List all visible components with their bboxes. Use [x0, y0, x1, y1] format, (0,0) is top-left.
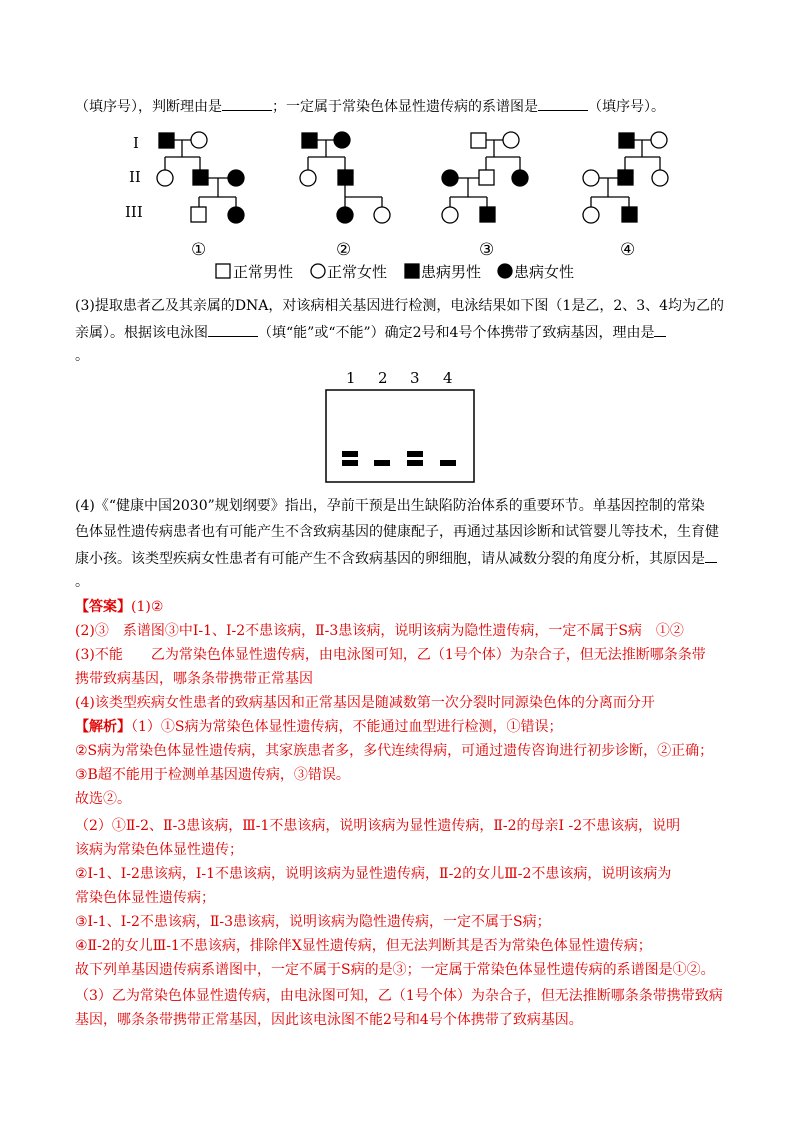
gel-lane-label-2: 2: [378, 369, 388, 387]
answer-1: (1)②: [131, 599, 164, 615]
analysis-p8: ④Ⅱ-2的女儿Ⅲ-1不患该病，排除伴X显性遗传病，但无法判断其是否为常染色体显性遗传病；: [75, 938, 652, 954]
q3-line1: (3)提取患者乙及其亲属的DNA，对该病相关基因进行检测，电泳结果如下图（1是乙，2、3、4均为乙的: [75, 298, 725, 314]
analysis-p6b: 常染色体显性遗传病；: [75, 890, 215, 906]
legend-affected-female: 患病女性: [514, 263, 575, 281]
answer-2: (2)③ 系谱图③中Ⅰ-1、Ⅰ-2不患该病，Ⅱ-3患该病，说明该病为隐性遗传病，一定不属于S病 ①②: [75, 623, 684, 639]
q3-text: 亲属）。根据该电泳图: [75, 325, 208, 341]
generation-label-III: III: [125, 203, 143, 221]
answer-3b: 携带致病基因，哪条条带携带正常基因: [75, 671, 313, 687]
gel-lane-label-1: 1: [346, 369, 356, 387]
answer-line1: [75, 597, 163, 617]
generation-label-II: II: [129, 168, 141, 186]
analysis-p2: ②S病为常染色体显性遗传病，其家族患者多，多代连续得病，可通过遗传咨询进行初步诊断，②正确；: [75, 743, 714, 759]
gel-band: [440, 460, 456, 466]
legend-normal-male: 正常男性: [233, 263, 294, 281]
gel-box: [326, 390, 474, 482]
question-text: （填序号）。: [588, 99, 665, 115]
gel-band: [374, 460, 390, 466]
pedigree-number-1: ①: [191, 240, 207, 260]
answer-3a: (3)不能 乙为常染色体显性遗传病，由电泳图可知，乙（1号个体）为杂合子，但无法推断哪条条带: [75, 647, 706, 663]
pedigree-figure: [0, 115, 800, 290]
q4-text: 康小孩。该类型疾病女性患者有可能产生不含致病基因的卵细胞，请从减数分裂的角度分析，其原因是: [75, 551, 705, 567]
analysis-p5a: （2）①Ⅱ-2、Ⅱ-3患该病，Ⅲ-1不患该病，说明该病为显性遗传病，Ⅱ-2的母亲Ⅰ -2不患该病，说明: [75, 818, 681, 834]
analysis-p6a: ②Ⅰ-1、Ⅰ-2患该病，Ⅰ-1不患该病，说明该病为显性遗传病，Ⅱ-2的女儿Ⅲ-2不患该病，说明该病为: [75, 866, 672, 882]
question-line-top: [75, 96, 665, 117]
gel-lane-label-3: 3: [410, 369, 420, 387]
gel-lane-label-4: 4: [443, 369, 453, 387]
legend-affected-female-icon: [498, 264, 512, 278]
analysis-p3: ③B超不能用于检测单基因遗传病，③错误。: [75, 767, 350, 783]
answer-tag: 【答案】: [75, 599, 131, 615]
analysis-tag: 【解析】: [75, 719, 131, 735]
gel-band: [407, 451, 423, 457]
analysis-p10b: 基因，哪条条带携带正常基因，因此该电泳图不能2号和4号个体携带了致病基因。: [75, 1012, 583, 1028]
question-text: （填序号），判断理由是: [75, 99, 222, 115]
q3-line2: [75, 322, 666, 343]
legend-affected-male-icon: [405, 264, 419, 278]
gel-electrophoresis-figure: [0, 360, 800, 490]
q4-line4: 。: [75, 574, 89, 590]
pedigree-number-4: ④: [620, 240, 636, 260]
q3-line3: 。: [75, 348, 89, 364]
q4-line1: (4)《“健康中国2030”规划纲要》指出，孕前干预是出生缺陷防治体系的重要环节。单基因控制的常染: [75, 498, 705, 514]
analysis-p4: 故选②。: [75, 791, 131, 807]
q4-line2: 色体显性遗传病患者也有可能产生不含致病基因的健康配子，再通过基因诊断和试管婴儿等技术，生育健: [75, 524, 719, 540]
generation-label-I: I: [133, 134, 139, 152]
analysis-p5b: 该病为常染色体显性遗传；: [75, 842, 243, 858]
gel-band: [342, 460, 358, 466]
gel-band: [342, 451, 358, 457]
q4-line3: [75, 548, 717, 569]
answer-blank: [538, 96, 588, 111]
legend-normal-female-icon: [311, 264, 325, 278]
analysis-p9: 故下列单基因遗传病系谱图中，一定不属于S病的是③；一定属于常染色体显性遗传病的系谱图是①②。: [75, 962, 715, 978]
analysis-line1: [75, 717, 563, 737]
legend-normal-female: 正常女性: [327, 263, 388, 281]
answer-blank: [208, 322, 258, 337]
analysis-p7: ③Ⅰ-1、Ⅰ-2不患该病，Ⅱ-3患该病，说明该病为隐性遗传病，一定不属于S病；: [75, 914, 551, 930]
legend-normal-male-icon: [216, 264, 230, 278]
analysis-p10a: （3）乙为常染色体显性遗传病，由电泳图可知，乙（1号个体）为杂合子，但无法推断哪条条带携带致病: [75, 988, 723, 1004]
analysis-p1: （1）①S病为常染色体显性遗传病，不能通过血型进行检测，①错误；: [131, 719, 563, 735]
gel-band: [407, 460, 423, 466]
q3-text: （填“能”或“不能”）确定2号和4号个体携带了致病基因，理由是: [258, 325, 655, 341]
answer-blank: [222, 96, 272, 111]
question-text: ；一定属于常染色体显性遗传病的系谱图是: [272, 99, 538, 115]
pedigree-number-3: ③: [479, 240, 495, 260]
answer-blank: [705, 548, 717, 563]
legend-affected-male: 患病男性: [421, 263, 482, 281]
answer-4: (4)该类型疾病女性患者的致病基因和正常基因是随减数第一次分裂时同源染色体的分离而分开: [75, 695, 655, 711]
pedigree-number-2: ②: [336, 240, 352, 260]
answer-blank: [654, 322, 666, 337]
